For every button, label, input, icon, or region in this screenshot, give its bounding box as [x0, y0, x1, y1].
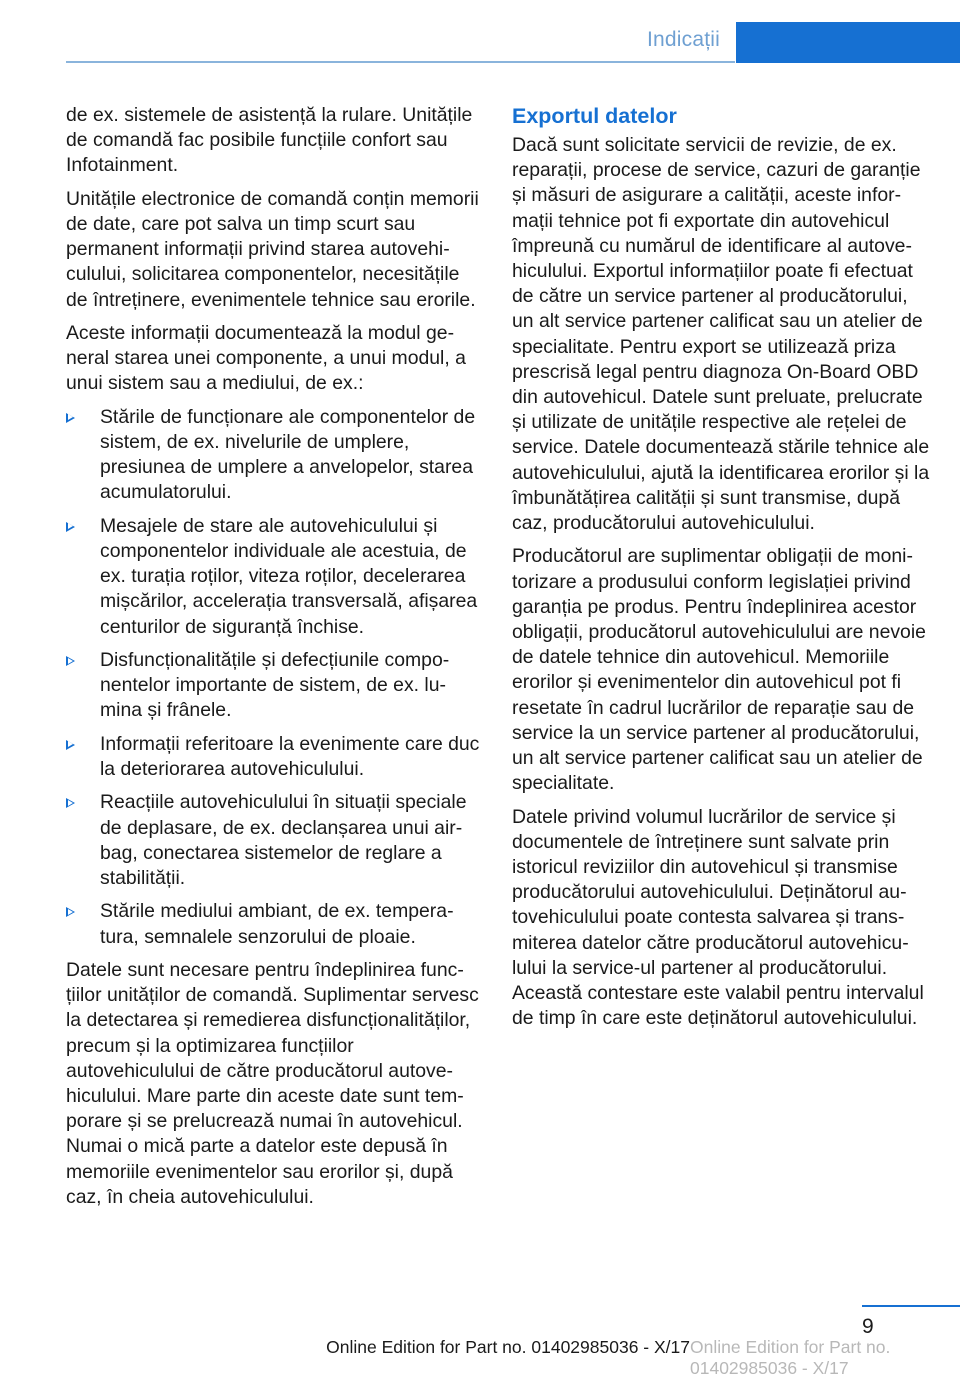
- footer-watermark: Online Edition for Part no. 01402985036 - X/17: [690, 1337, 891, 1378]
- list-item: [66, 732, 481, 782]
- list-item: [66, 405, 481, 506]
- list-item-text: Stările de funcționare ale componentelor de sistem, de ex. nivelurile de umplere, presiunea de umplere a anvelopelor, starea acumulatorului.: [100, 405, 476, 504]
- paragraph: Datele sunt necesare pentru îndeplinirea funcțiilor unităților de comandă. Suplimentar servesc la detectarea și remedierea disfuncționalităților, precum și la optimizarea funcțiilor autovehiculului de către producătorul autovehiculului. Mare parte din aceste date sunt temporare și se prelucrează numai în autovehicul. Numai o mică parte a datelor este depusă în memoriile evenimentelor sau erorilor și, după caz, în cheia autovehiculului.: [66, 958, 479, 1208]
- list-item: [66, 790, 481, 891]
- list-item-text: Mesajele de stare ale autovehiculului și componentelor individuale ale acestuia, de ex. turația roților, viteza roților, decelerarea mișcărilor, accelerația transversală, afișarea centurilor de siguranță închise.: [100, 514, 478, 638]
- page-number: 9: [862, 1315, 874, 1338]
- triangle-bullet-icon: [66, 740, 75, 750]
- list-item-text: Reacțiile autovehiculului în situații speciale de deplasare, de ex. declanșarea unui airbag, conectarea sistemelor de reglare a stabilității.: [100, 791, 467, 889]
- right-column: [512, 103, 930, 1040]
- triangle-bullet-icon: [66, 798, 75, 808]
- list-item: [66, 514, 481, 640]
- paragraph: Unitățile electronice de comandă conțin memorii de date, care pot salva un timp scurt sau permanent informații privind starea autovehiculului, solicitarea componentelor, necesitățile de întreținere, evenimentele tehnice sau erorile.: [66, 187, 479, 311]
- list-item: [66, 899, 481, 949]
- header-rule: [66, 61, 735, 63]
- header-accent-block: [736, 22, 960, 63]
- paragraph: Producătorul are suplimentar obligații de monitorizare a produsului conform legislației privind garanția pe produs. Pentru îndeplinirea acestor obligații, producătorul autovehiculului are nevoie de datele tehnice din autovehicul. Memoriile erorilor și evenimentelor din autovehicul pot fi resetate în cadrul lucrărilor de reparație sau de service la un service partener al producătorului, un alt service partener calificat sau un atelier de specialitate.: [512, 545, 926, 795]
- paragraph: Datele privind volumul lucrărilor de service și documentele de întreținere sunt salvate prin istoricul reviziilor din autovehicul și transmise producătorului autovehiculului. Deținătorul autovehiculului poate contesta salvarea și transmiterea datelor către producătorul autovehiculului la service-ul partener al producătorului. Această contestare este valabil pentru intervalul de timp în care este deținătorul autovehiculului.: [512, 805, 924, 1030]
- paragraph: Dacă sunt solicitate servicii de revizie, de ex. reparații, procese de service, cazuri de garanție și măsuri de asigurare a calității, aceste informații tehnice pot fi exportate din autovehicul împreună cu numărul de identificare al autovehiculului. Exportul informațiilor poate fi efectuat de către un service partener al producătorului, un alt service partener calificat sau un atelier de specialitate. Pentru export se utilizează priza prescrisă legal pentru diagnoza On-Board OBD din autovehicul. Datele sunt preluate, prelucrate și utilizate de unitățile respective ale rețelei de service. Datele documentează stările tehnice ale autovehiculului, ajută la identificarea erorilor și la îmbunătățirea calității și sunt transmise, după caz, producătorului autovehiculului.: [512, 134, 930, 535]
- list-item-text: Disfuncționalitățile și defecțiunile componentelor importante de sistem, de ex. lumina și frânele.: [100, 649, 450, 722]
- bullet-list: [66, 405, 481, 950]
- triangle-bullet-icon: [66, 656, 75, 666]
- triangle-bullet-icon: [66, 907, 75, 917]
- list-item-text: Informații referitoare la evenimente care duc la deteriorarea autovehiculului.: [100, 732, 480, 780]
- section-header-title: Indicații: [646, 28, 720, 51]
- paragraph: Aceste informații documentează la modul general starea unei componente, a unui modul, a unui sistem sau a mediului, de ex.:: [66, 322, 466, 395]
- footer-rule: [862, 1305, 960, 1307]
- footer-edition-text: Online Edition for Part no. 01402985036 - X/17: [326, 1337, 690, 1357]
- section-title: Exportul datelor: [512, 104, 677, 128]
- paragraph: de ex. sistemele de asistență la rulare. Unitățile de comandă fac posibile funcțiile confort sau Infotainment.: [66, 104, 473, 177]
- list-item: [66, 648, 481, 724]
- list-item-text: Stările mediului ambiant, de ex. temperatura, semnalele senzorului de ploaie.: [100, 900, 454, 948]
- triangle-bullet-icon: [66, 413, 75, 423]
- triangle-bullet-icon: [66, 522, 75, 532]
- left-column: [66, 103, 481, 1218]
